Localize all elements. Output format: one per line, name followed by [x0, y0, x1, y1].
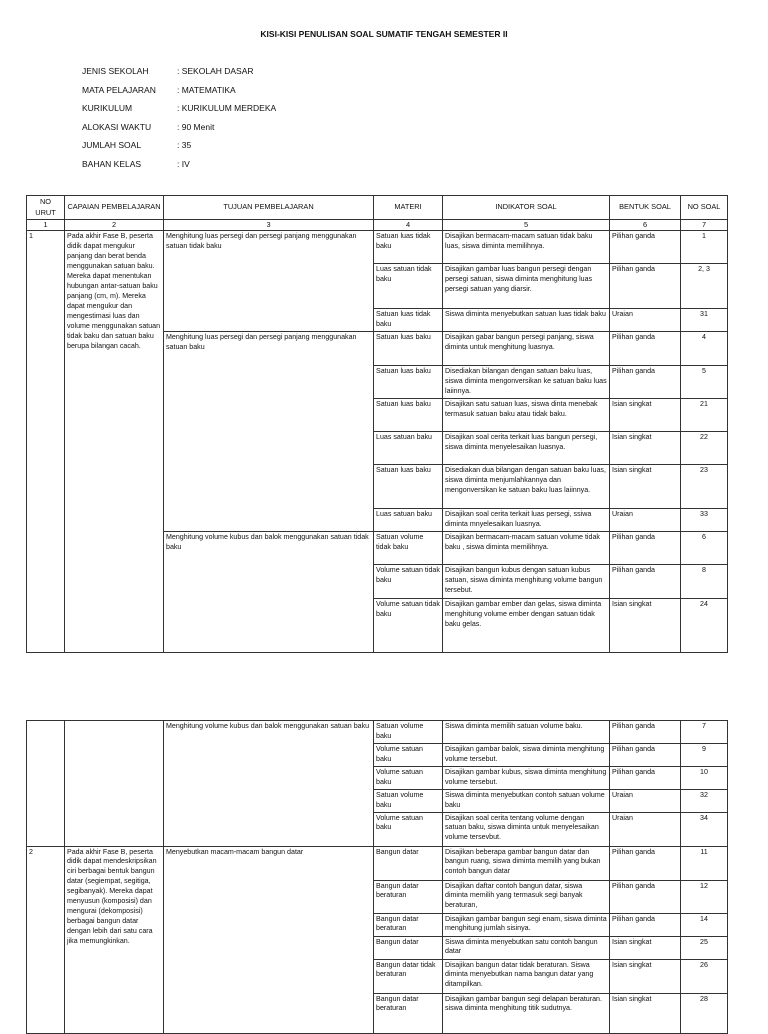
meta-value: : SEKOLAH DASAR — [177, 66, 254, 76]
indikator-cell: Disajikan bermacam-macam satuan volume tidak baku , siswa diminta memilihnya. — [443, 532, 610, 565]
indikator-cell: Disediakan dua bilangan dengan satuan baku luas, siswa diminta menjumlahkannya dan mengonversikan ke satuan baku luas laiinnya. — [443, 465, 610, 509]
bentuk-cell: Pilihan ganda — [610, 231, 681, 264]
header-tujuan: TUJUAN PEMBELAJARAN — [164, 196, 374, 220]
materi-cell: Satuan luas baku — [374, 332, 443, 366]
table-row — [27, 846, 728, 880]
indikator-cell: Siswa diminta menyebutkan satu contoh bangun datar — [443, 936, 610, 959]
bentuk-cell: Isian singkat — [610, 936, 681, 959]
indikator-cell: Siswa diminta memilih satuan volume baku. — [443, 721, 610, 744]
materi-cell: Satuan luas baku — [374, 366, 443, 399]
indikator-cell: Disajikan gambar luas bangun persegi dengan persegi satuan, siswa diminta menghitung luas persegi satuan yang diarsir. — [443, 264, 610, 309]
no-soal-cell: 6 — [681, 532, 728, 565]
materi-cell: Bangun datar tidak beraturan — [374, 959, 443, 993]
capaian-cell: Pada akhir Fase B, peserta didik dapat mengukur panjang dan berat benda menggunakan satuan baku. Mereka dapat menentukan hubungan antar-satuan baku panjang (cm, m). Mereka dapat mengukur dan mengestimasi luas dan volume menggunakan satuan tidak baku dan satuan baku berupa bilangan cacah. — [65, 231, 164, 653]
column-number-row — [27, 220, 728, 231]
indikator-cell: Disajikan daftar contoh bangun datar, siswa diminta memilih yang termasuk segi banyak beraturan, — [443, 880, 610, 913]
no-soal-cell: 14 — [681, 913, 728, 936]
bentuk-cell: Isian singkat — [610, 959, 681, 993]
indikator-cell: Disajikan soal cerita tentang volume dengan satuan baku, siswa diminta untuk menyelesaikan volume tersevbut. — [443, 812, 610, 846]
materi-cell: Bangun datar beraturan — [374, 880, 443, 913]
meta-value: : KURIKULUM MERDEKA — [177, 103, 277, 114]
tujuan-cell: Menghitung luas persegi dan persegi panjang menggunakan satuan tidak baku — [164, 231, 374, 332]
bentuk-cell: Pilihan ganda — [610, 565, 681, 599]
no-soal-cell: 23 — [681, 465, 728, 509]
no-soal-cell: 22 — [681, 432, 728, 465]
bentuk-cell: Uraian — [610, 789, 681, 812]
meta-label: JENIS SEKOLAH — [82, 66, 149, 76]
bentuk-cell: Pilihan ganda — [610, 880, 681, 913]
page-title: KISI-KISI PENULISAN SOAL SUMATIF TENGAH SEMESTER II — [260, 29, 508, 39]
capaian-cell — [65, 721, 164, 847]
column-number: 1 — [27, 220, 65, 231]
materi-cell: Volume satuan baku — [374, 743, 443, 766]
indikator-cell: Disajikan bangun kubus dengan satuan kubus satuan, siswa diminta menghitung volume bangun tersebut. — [443, 565, 610, 599]
no-soal-cell: 21 — [681, 399, 728, 432]
meta-label: ALOKASI WAKTU — [82, 121, 152, 132]
materi-cell: Volume satuan tidak baku — [374, 565, 443, 599]
header-no-urut: NO URUT — [27, 196, 65, 220]
indikator-cell: Disajikan gambar balok, siswa diminta menghitung volume tersebut. — [443, 743, 610, 766]
meta-value: : 35 — [177, 140, 192, 151]
indikator-cell: Siswa diminta menyebutkan contoh satuan volume baku — [443, 789, 610, 812]
indikator-cell: Disajikan gambar ember dan gelas, siswa diminta menghitung volume ember dengan satuan tidak baku gelas. — [443, 599, 610, 653]
meta-value: : 90 Menit — [177, 121, 215, 132]
table-row — [27, 721, 728, 744]
materi-cell: Satuan luas tidak baku — [374, 231, 443, 264]
bentuk-cell: Isian singkat — [610, 432, 681, 465]
capaian-cell: Pada akhir Fase B, peserta didik dapat mendeskripsikan ciri berbagai bentuk bangun datar (segiempat, segitiga, segibanyak). Mereka dapat menyusun (komposisi) dan mengurai (dekomposisi) berbagai bangun datar dengan lebih dari satu cara jika memungkinkan. — [65, 846, 164, 1033]
bentuk-cell: Pilihan ganda — [610, 766, 681, 789]
table-row — [27, 231, 728, 264]
bentuk-cell: Uraian — [610, 509, 681, 532]
materi-cell: Bangun datar beraturan — [374, 913, 443, 936]
column-number: 5 — [443, 220, 610, 231]
indikator-cell: Disajikan gambar bangun segi enam, siswa diminta menghitung jumlah sisinya. — [443, 913, 610, 936]
no-soal-cell: 11 — [681, 846, 728, 880]
indikator-cell: Siswa diminta menyebutkan satuan luas tidak baku — [443, 309, 610, 332]
indikator-cell: Disajikan bangun datar tidak beraturan. Siswa diminta menyebutkan nama bangun datar yang ditampilkan. — [443, 959, 610, 993]
bentuk-cell: Isian singkat — [610, 465, 681, 509]
column-number: 2 — [65, 220, 164, 231]
no-soal-cell: 33 — [681, 509, 728, 532]
materi-cell: Bangun datar — [374, 936, 443, 959]
bentuk-cell: Uraian — [610, 812, 681, 846]
header-row — [27, 196, 728, 220]
indikator-cell: Disajikan beberapa gambar bangun datar dan bangun ruang, siswa diminta memilih yang bukan contoh bangun datar — [443, 846, 610, 880]
bentuk-cell: Isian singkat — [610, 599, 681, 653]
header-indikator: INDIKATOR SOAL — [443, 196, 610, 220]
no-soal-cell: 2, 3 — [681, 264, 728, 309]
materi-cell: Satuan luas tidak baku — [374, 309, 443, 332]
column-number: 4 — [374, 220, 443, 231]
materi-cell: Satuan luas baku — [374, 399, 443, 432]
materi-cell: Satuan luas baku — [374, 465, 443, 509]
no-soal-cell: 31 — [681, 309, 728, 332]
materi-cell: Luas satuan tidak baku — [374, 264, 443, 309]
bentuk-cell: Pilihan ganda — [610, 743, 681, 766]
indikator-cell: Disajikan gambar kubus, siswa diminta menghitung volume tersebut. — [443, 766, 610, 789]
no-soal-cell: 12 — [681, 880, 728, 913]
kisi-kisi-table-continued — [26, 720, 728, 1034]
meta-label: MATA PELAJARAN — [82, 84, 156, 95]
no-soal-cell: 26 — [681, 959, 728, 993]
materi-cell: Luas satuan baku — [374, 509, 443, 532]
meta-label: JUMLAH SOAL — [82, 140, 142, 151]
no-soal-cell: 32 — [681, 789, 728, 812]
materi-cell: Volume satuan baku — [374, 766, 443, 789]
no-soal-cell: 9 — [681, 743, 728, 766]
no-soal-cell: 5 — [681, 366, 728, 399]
no-soal-cell: 7 — [681, 721, 728, 744]
no-urut-cell: 2 — [27, 846, 65, 1033]
bentuk-cell: Pilihan ganda — [610, 366, 681, 399]
meta-value: : IV — [177, 158, 190, 169]
column-number: 7 — [681, 220, 728, 231]
no-soal-cell: 4 — [681, 332, 728, 366]
header-bentuk: BENTUK SOAL — [610, 196, 681, 220]
header-capaian: CAPAIAN PEMBELAJARAN — [65, 196, 164, 220]
bentuk-cell: Isian singkat — [610, 399, 681, 432]
indikator-cell: Disajikan soal cerita terkait luas persegi, ssiwa diminta mnyelesaikan luasnya. — [443, 509, 610, 532]
header-no-soal: NO SOAL — [681, 196, 728, 220]
indikator-cell: Disajikan soal cerita terkait luas bangun persegi, siswa diminta menyelesaikan luasnya. — [443, 432, 610, 465]
bentuk-cell: Pilihan ganda — [610, 913, 681, 936]
materi-cell: Volume satuan tidak baku — [374, 599, 443, 653]
column-number: 3 — [164, 220, 374, 231]
materi-cell: Satuan volume tidak baku — [374, 532, 443, 565]
no-soal-cell: 28 — [681, 993, 728, 1033]
materi-cell: Satuan volume baku — [374, 721, 443, 744]
bentuk-cell: Isian singkat — [610, 993, 681, 1033]
bentuk-cell: Uraian — [610, 309, 681, 332]
bentuk-cell: Pilihan ganda — [610, 721, 681, 744]
header-materi: MATERI — [374, 196, 443, 220]
tujuan-cell: Menyebutkan macam-macam bangun datar — [164, 846, 374, 1033]
tujuan-cell: Menghitung luas persegi dan persegi panjang menggunakan satuan baku — [164, 332, 374, 532]
indikator-cell: Disajikan gabar bangun persegi panjang, siswa diminta untuk menghitung luasnya. — [443, 332, 610, 366]
no-urut-cell: 1 — [27, 231, 65, 653]
no-soal-cell: 8 — [681, 565, 728, 599]
meta-value: : MATEMATIKA — [177, 84, 236, 95]
materi-cell: Luas satuan baku — [374, 432, 443, 465]
no-soal-cell: 1 — [681, 231, 728, 264]
tujuan-cell: Menghitung volume kubus dan balok menggunakan satuan tidak baku — [164, 532, 374, 653]
column-number: 6 — [610, 220, 681, 231]
tujuan-cell: Menghitung volume kubus dan balok menggunakan satuan baku — [164, 721, 374, 847]
bentuk-cell: Pilihan ganda — [610, 532, 681, 565]
materi-cell: Bangun datar beraturan — [374, 993, 443, 1033]
materi-cell: Bangun datar — [374, 846, 443, 880]
bentuk-cell: Pilihan ganda — [610, 264, 681, 309]
bentuk-cell: Pilihan ganda — [610, 332, 681, 366]
indikator-cell: Disajikan bermacam-macam satuan tidak baku luas, siswa diminta memilihnya. — [443, 231, 610, 264]
indikator-cell: Disediakan bilangan dengan satuan baku luas, siswa diminta mengonversikan ke satuan baku luas laiinnya. — [443, 366, 610, 399]
no-urut-cell — [27, 721, 65, 847]
indikator-cell: Disajikan gambar bangun segi delapan beraturan. siswa diminta menghitung titik sudutnya. — [443, 993, 610, 1033]
materi-cell: Volume satuan baku — [374, 812, 443, 846]
no-soal-cell: 34 — [681, 812, 728, 846]
no-soal-cell: 10 — [681, 766, 728, 789]
meta-label: BAHAN KELAS — [82, 158, 142, 169]
materi-cell: Satuan volume baku — [374, 789, 443, 812]
kisi-kisi-table — [26, 195, 728, 653]
meta-label: KURIKULUM — [82, 103, 133, 114]
no-soal-cell: 24 — [681, 599, 728, 653]
no-soal-cell: 25 — [681, 936, 728, 959]
bentuk-cell: Pilihan ganda — [610, 846, 681, 880]
indikator-cell: Disajikan satu satuan luas, siswa dinta menebak termasuk satuan baku atau tidak baku. — [443, 399, 610, 432]
